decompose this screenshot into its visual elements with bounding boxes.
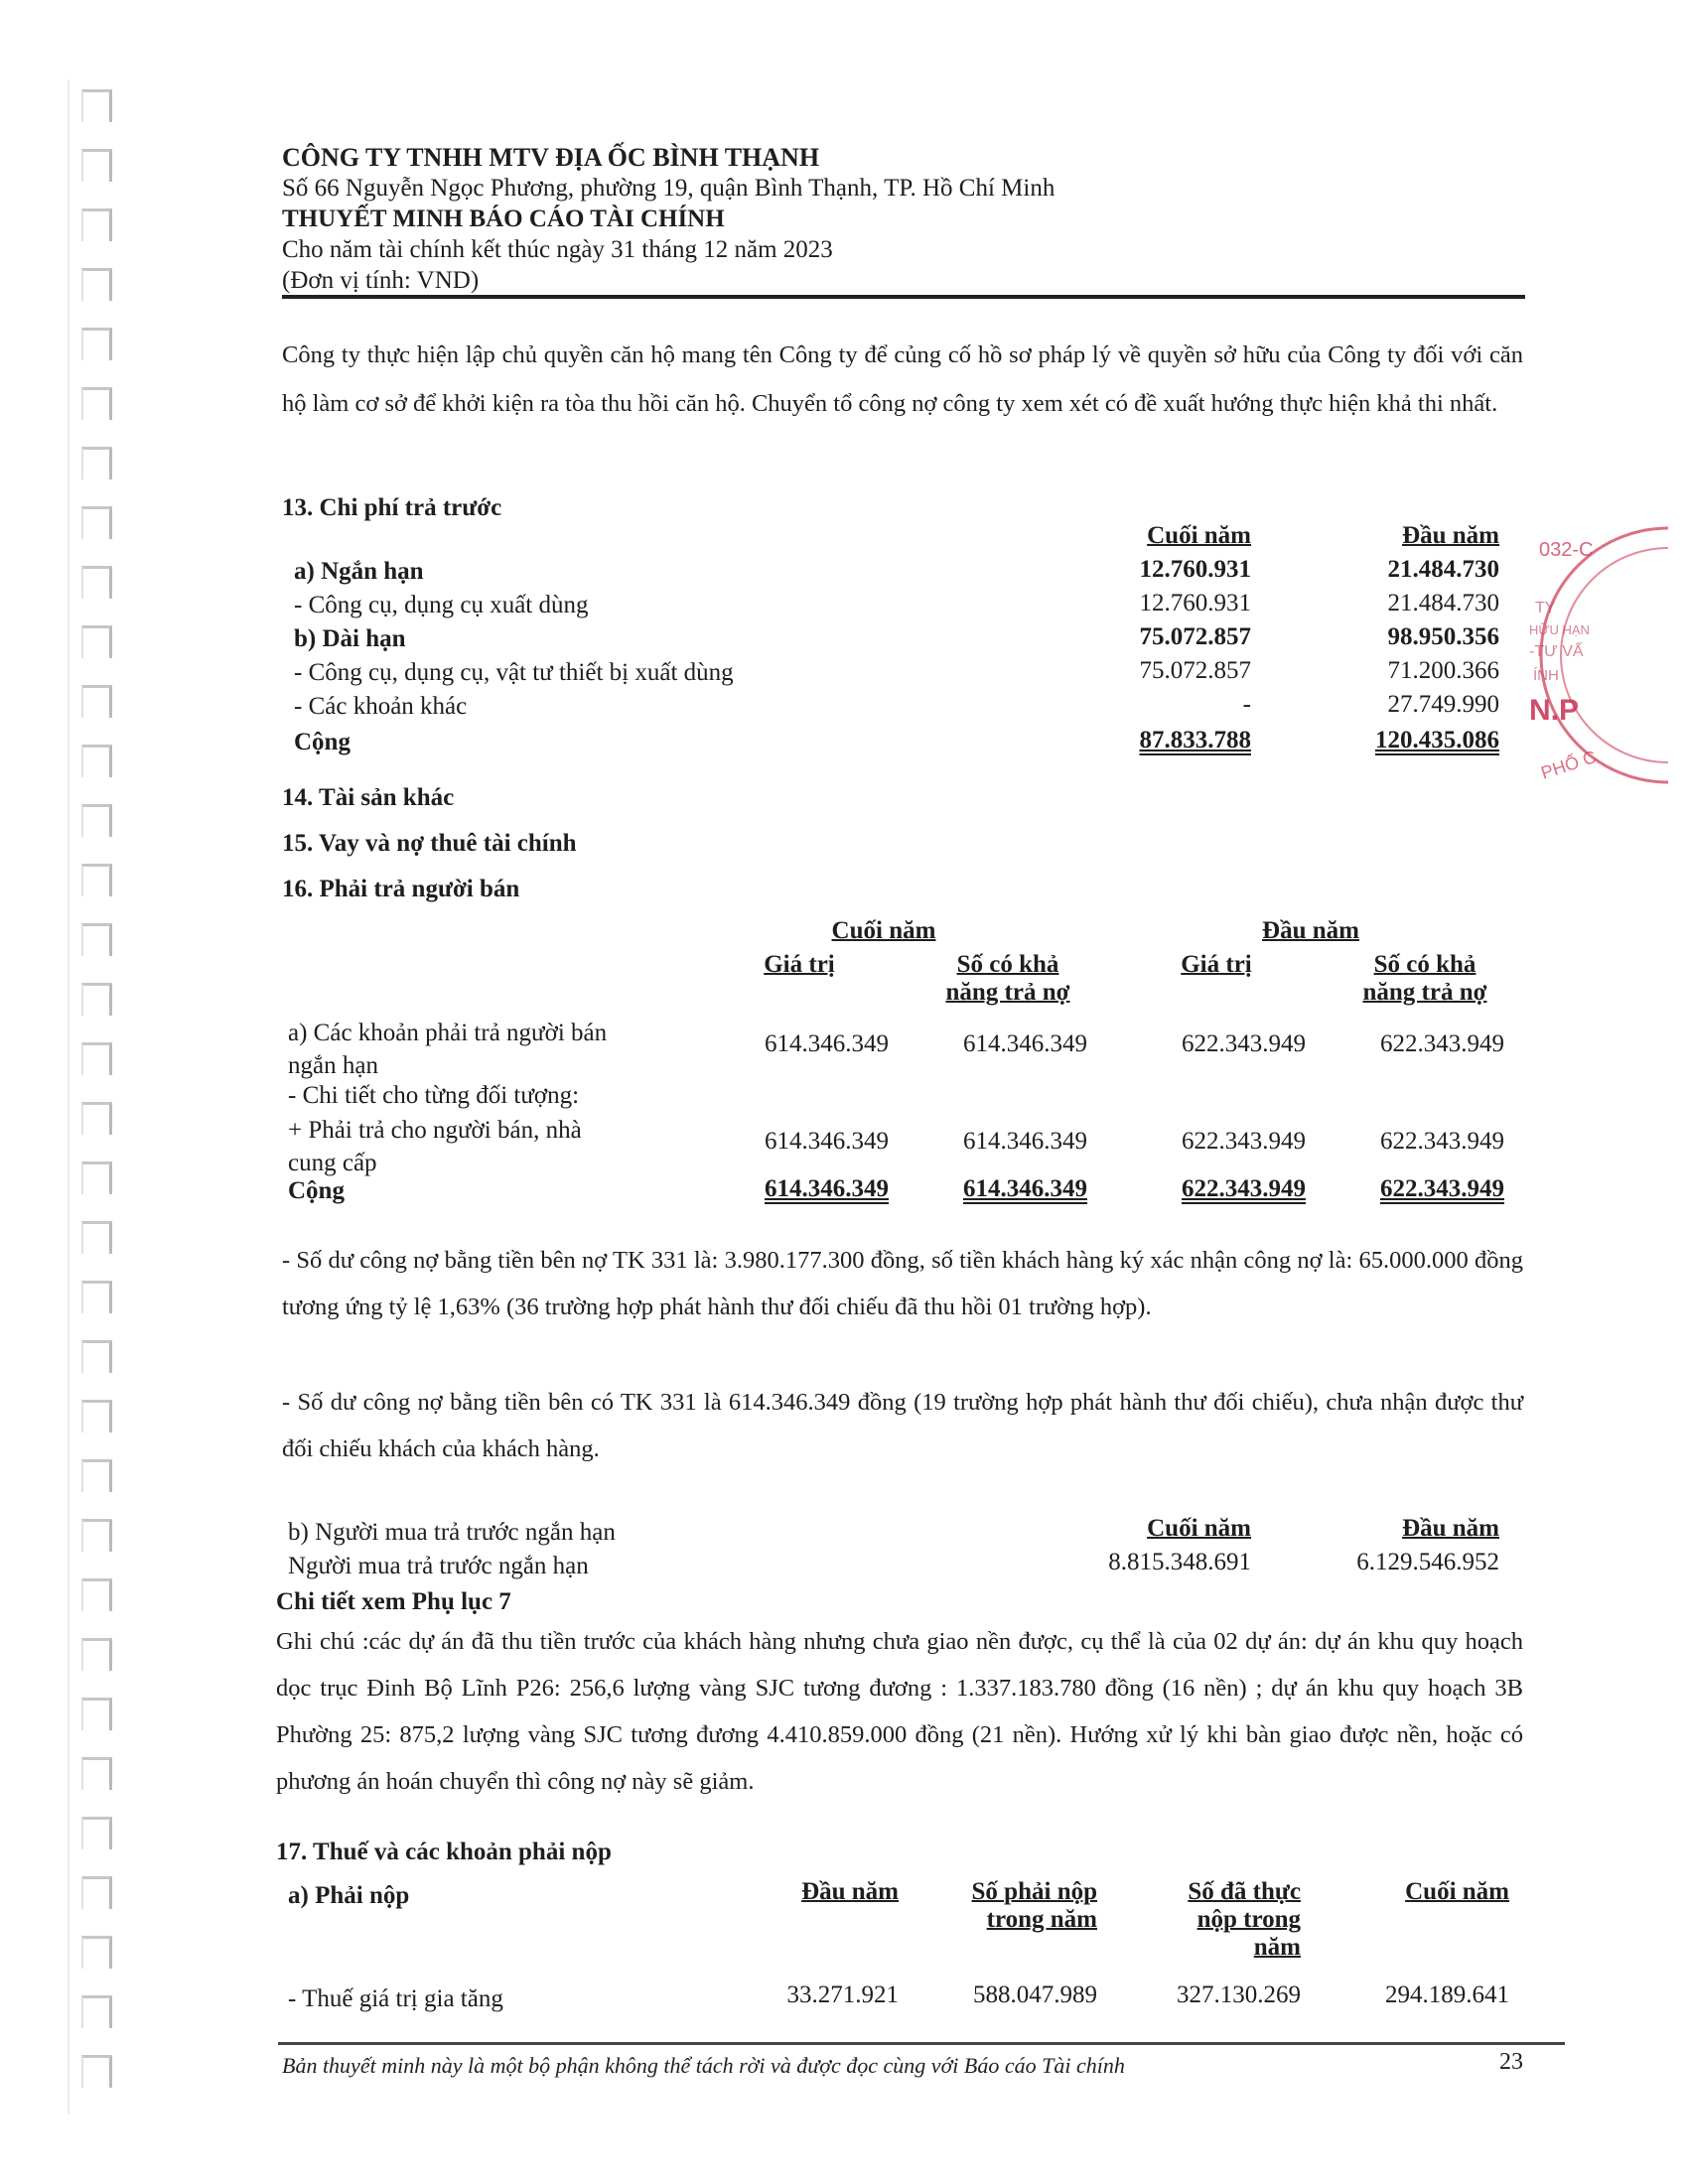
stamp-text: TY xyxy=(1535,600,1556,616)
page-number: 23 xyxy=(1499,2049,1523,2075)
payable-end: 614.346.349 xyxy=(963,1175,1087,1202)
col-header-line2: nộp trong xyxy=(1196,1906,1301,1933)
col-header-end-of-year: Cuối năm xyxy=(1147,1515,1251,1542)
col-header-payable-line1: Số có khả xyxy=(956,951,1059,978)
section-14-heading: 14. Tài sản khác xyxy=(282,784,455,811)
col-header-beginning-of-year: Đầu năm xyxy=(801,1878,899,1905)
value-begin: 98.950.356 xyxy=(1387,623,1499,650)
binding-hole xyxy=(81,89,112,122)
section-15-heading: 15. Vay và nợ thuê tài chính xyxy=(282,830,577,857)
section-17a-heading: a) Phải nộp xyxy=(288,1882,410,1909)
payable-begin: 622.343.949 xyxy=(1380,1175,1504,1202)
row-label xyxy=(288,1017,607,1082)
binding-hole xyxy=(81,2055,112,2088)
row-label-line2: cung cấp xyxy=(288,1150,377,1176)
stamp-text: 032-C xyxy=(1539,539,1594,561)
col-header-end-of-year: Cuối năm xyxy=(1147,522,1251,549)
payable-begin: 622.343.949 xyxy=(1380,1128,1504,1155)
col-header-payable-line1: Số có khả xyxy=(1373,951,1477,978)
binding-hole xyxy=(81,1995,112,2028)
row-label-line2: ngắn hạn xyxy=(288,1052,378,1079)
stamp-text: PHỐ C xyxy=(1538,747,1599,783)
col-header-payable xyxy=(928,951,1087,1007)
stamp-text: N.P xyxy=(1529,694,1580,727)
company-seal-stamp xyxy=(1519,521,1668,789)
note-debit-balance: - Số dư công nợ bằng tiền bên nợ TK 331 là: 3.980.177.300 đồng, số tiền khách hàng ký xác nhận công nợ là: 65.000.000 đồng tương ứng tỷ lệ 1,63% (36 trường hợp phát hành thư đối chiếu đã thu hồi 01 trường hợp). xyxy=(282,1247,1523,1320)
binding-hole xyxy=(81,923,112,956)
value-begin: 622.343.949 xyxy=(1182,1175,1306,1202)
row-label: Cộng xyxy=(288,1177,345,1204)
row-label: Cộng xyxy=(294,729,351,755)
col-header-line2: trong năm xyxy=(986,1906,1097,1933)
stamp-text: -TƯ VẤ xyxy=(1529,643,1584,660)
value-paid: 327.130.269 xyxy=(1177,1981,1301,2008)
binding-hole xyxy=(81,566,112,599)
value-begin: 71.200.366 xyxy=(1387,657,1499,684)
binding-hole xyxy=(81,208,112,241)
value-begin: 6.129.546.952 xyxy=(1356,1549,1499,1575)
binding-hole xyxy=(81,1400,112,1433)
binding-hole xyxy=(81,1281,112,1313)
company-name: CÔNG TY TNHH MTV ĐỊA ỐC BÌNH THẠNH xyxy=(282,143,820,172)
value-payable: 588.047.989 xyxy=(973,1981,1097,2008)
value-begin: 21.484.730 xyxy=(1387,590,1499,616)
col-header-payable-line2: năng trả nợ xyxy=(945,979,1070,1006)
col-header-line1: Số đã thực xyxy=(1188,1878,1301,1905)
value-begin: 33.271.921 xyxy=(786,1981,899,2008)
binding-hole xyxy=(81,1757,112,1790)
section-17-heading: 17. Thuế và các khoản phải nộp xyxy=(276,1839,612,1865)
currency-unit: (Đơn vị tính: VND) xyxy=(282,267,480,294)
row-label: a) Ngắn hạn xyxy=(294,558,424,585)
row-label: - Chi tiết cho từng đối tượng: xyxy=(288,1082,580,1109)
col-header-payable-line2: năng trả nợ xyxy=(1362,979,1487,1006)
col-header-beginning-of-year: Đầu năm xyxy=(1402,1515,1499,1542)
value-end: 614.346.349 xyxy=(765,1128,889,1155)
binding-hole xyxy=(81,745,112,777)
company-address: Số 66 Nguyễn Ngọc Phương, phường 19, quận Bình Thạnh, TP. Hồ Chí Minh xyxy=(282,175,1055,202)
value-end: 294.189.641 xyxy=(1385,1981,1509,2008)
group-header-beginning-of-year: Đầu năm xyxy=(1262,917,1359,944)
section-16-heading: 16. Phải trả người bán xyxy=(282,876,520,902)
note-credit-balance: - Số dư công nợ bằng tiền bên có TK 331 là 614.346.349 đồng (19 trường hợp phát hành thư đối chiếu), chưa nhận được thư đối chiếu khách của khách hàng. xyxy=(282,1389,1523,1462)
stamp-text: ÍNH xyxy=(1533,667,1559,684)
row-label: - Công cụ, dụng cụ, vật tư thiết bị xuất dùng xyxy=(294,659,734,686)
binding-hole xyxy=(81,149,112,182)
binding-hole xyxy=(81,328,112,360)
value-begin: 622.343.949 xyxy=(1182,1030,1306,1057)
value-begin: 120.435.086 xyxy=(1375,727,1499,753)
binding-hole xyxy=(81,268,112,301)
binding-hole xyxy=(81,1459,112,1492)
binding-hole xyxy=(81,1102,112,1135)
binding-hole xyxy=(81,864,112,896)
seal-icon xyxy=(1519,521,1668,789)
document-title: THUYẾT MINH BÁO CÁO TÀI CHÍNH xyxy=(282,205,725,232)
col-header-value: Giá trị xyxy=(764,951,835,978)
binding-hole xyxy=(81,804,112,837)
row-label: Người mua trả trước ngắn hạn xyxy=(288,1553,589,1579)
binding-hole xyxy=(81,1817,112,1849)
payable-begin: 622.343.949 xyxy=(1380,1030,1504,1057)
col-header-paid-in-year xyxy=(1152,1878,1301,1962)
binding-edge xyxy=(68,79,70,2115)
col-header-end-of-year: Cuối năm xyxy=(1405,1878,1509,1905)
col-header-payable xyxy=(1345,951,1504,1007)
col-header-payable-in-year xyxy=(938,1878,1097,1934)
value-end: 12.760.931 xyxy=(1139,556,1251,583)
intro-paragraph: Công ty thực hiện lập chủ quyền căn hộ mang tên Công ty để củng cố hồ sơ pháp lý về quyền sở hữu của Công ty đối với căn hộ làm cơ sở để khởi kiện ra tòa thu hồi căn hộ. Chuyển tổ công nợ công ty xem xét có đề xuất hướng thực hiện khả thi nhất. xyxy=(282,341,1523,417)
binding-hole xyxy=(81,1936,112,1969)
col-header-value: Giá trị xyxy=(1181,951,1252,978)
value-end: 75.072.857 xyxy=(1139,623,1251,650)
value-end: 8.815.348.691 xyxy=(1108,1549,1251,1575)
binding-hole xyxy=(81,1578,112,1611)
binding-hole xyxy=(81,1161,112,1194)
binding-hole xyxy=(81,1340,112,1373)
appendix-reference: Chi tiết xem Phụ lục 7 xyxy=(276,1588,511,1615)
binding-hole xyxy=(81,1519,112,1552)
binding-hole xyxy=(81,1698,112,1730)
col-header-beginning-of-year: Đầu năm xyxy=(1402,522,1499,549)
binding-hole xyxy=(81,1638,112,1671)
binding-hole xyxy=(81,1221,112,1254)
footer-divider xyxy=(278,2042,1565,2045)
row-label xyxy=(288,1114,582,1179)
value-end: 614.346.349 xyxy=(765,1030,889,1057)
group-header-end-of-year: Cuối năm xyxy=(831,917,936,944)
stamp-text: HỮU HẠN xyxy=(1529,622,1590,637)
binding-margin xyxy=(60,79,129,2115)
row-label-line1: a) Các khoản phải trả người bán xyxy=(288,1020,608,1046)
row-label: b) Dài hạn xyxy=(294,625,406,652)
value-begin: 622.343.949 xyxy=(1182,1128,1306,1155)
note-projects: Ghi chú :các dự án đã thu tiền trước của khách hàng nhưng chưa giao nền được, cụ thể là của 02 dự án: dự án khu quy hoạch dọc trục Đinh Bộ Lĩnh P26: 256,6 lượng vàng SJC tương đương : 1.337.183.780 đồng (16 nền) ; dự án khu quy hoạch 3B Phường 25: 875,2 lượng vàng SJC tương đương 4.410.859.000 đồng (21 nền). Hướng xử lý khi bàn giao được nền, hoặc có phương án hoán chuyển thì công nợ này sẽ giảm. xyxy=(276,1628,1523,1795)
payable-end: 614.346.349 xyxy=(963,1128,1087,1155)
binding-hole xyxy=(81,506,112,539)
value-end: 12.760.931 xyxy=(1139,590,1251,616)
value-end: - xyxy=(1242,691,1251,718)
value-end: 75.072.857 xyxy=(1139,657,1251,684)
payable-end: 614.346.349 xyxy=(963,1030,1087,1057)
section-16b-heading: b) Người mua trả trước ngắn hạn xyxy=(288,1519,616,1546)
document-header xyxy=(282,142,1523,296)
binding-hole xyxy=(81,685,112,718)
section-13-heading: 13. Chi phí trả trước xyxy=(282,494,502,521)
col-header-line3: năm xyxy=(1253,1934,1301,1961)
header-divider xyxy=(282,295,1525,299)
binding-hole xyxy=(81,387,112,420)
reporting-period: Cho năm tài chính kết thúc ngày 31 tháng 12 năm 2023 xyxy=(282,236,833,263)
binding-hole xyxy=(81,1876,112,1909)
value-end: 614.346.349 xyxy=(765,1175,889,1202)
row-label: - Công cụ, dụng cụ xuất dùng xyxy=(294,592,589,618)
row-label-line1: + Phải trả cho người bán, nhà xyxy=(288,1117,582,1144)
col-header-line1: Số phải nộp xyxy=(971,1878,1097,1905)
value-begin: 21.484.730 xyxy=(1387,556,1499,583)
row-label: - Thuế giá trị gia tăng xyxy=(288,1985,503,2012)
binding-hole xyxy=(81,625,112,658)
binding-hole xyxy=(81,1042,112,1075)
value-end: 87.833.788 xyxy=(1139,727,1251,753)
value-begin: 27.749.990 xyxy=(1387,691,1499,718)
binding-hole xyxy=(81,983,112,1016)
binding-hole xyxy=(81,447,112,479)
row-label: - Các khoản khác xyxy=(294,693,468,720)
footer-note: Bản thuyết minh này là một bộ phận không thể tách rời và được đọc cùng với Báo cáo Tài chính xyxy=(282,2053,1125,2078)
